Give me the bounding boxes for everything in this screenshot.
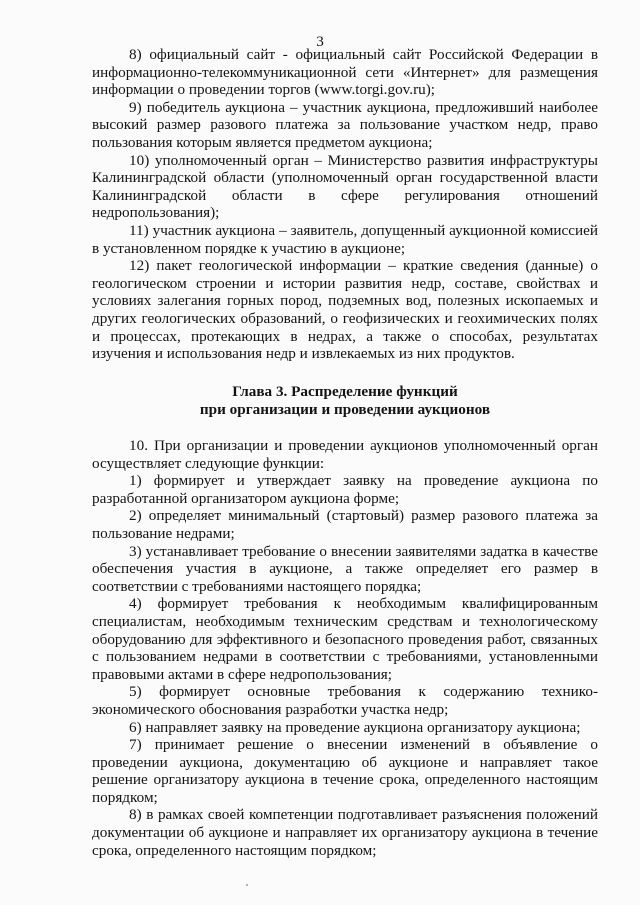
function-item: 4) формирует требования к необходимым квалифицированным специалистам, необходимым техническим средствам и технологическому оборудованию для эффективного и безопасного проведения работ, связанных с пользованием недрами в соответствии с требованиями, установленными правовыми актами в сфере недропользования; (92, 595, 598, 683)
scan-speck (246, 884, 248, 886)
chapter-title-line-2: при организации и проведении аукционов (199, 400, 491, 418)
function-item: 8) в рамках своей компетенции подготавливает разъяснения положений документации об аукционе и направляет их организатору аукциона в течение срока, определенного настоящим порядком; (92, 806, 598, 859)
function-item: 6) направляет заявку на проведение аукциона организатору аукциона; (129, 718, 581, 736)
definition-item: 11) участник аукциона – заявитель, допущенный аукционной комиссией в установленном порядке к участию в аукционе; (92, 221, 598, 257)
definitions-list (92, 46, 598, 363)
function-item: 5) формирует основные требования к содержанию технико-экономического обоснования разработки участка недр; (92, 683, 598, 718)
function-item: 1) формирует и утверждает заявку на проведение аукциона по разработанной организатором аукциона форме; (92, 472, 598, 507)
definition-item: 10) уполномоченный орган – Министерство развития инфраструктуры Калининградской области (уполномоченный орган государственной власти Калининградской области в сфере регулирования отношений недропользования); (92, 151, 598, 222)
function-item: 7) принимает решение о внесении изменений в объявление о проведении аукциона, документацию об аукционе и направляет такое решение организатору аукциона в течение срока, определенного настоящим порядком; (92, 736, 598, 806)
definition-item: 12) пакет геологической информации – краткие сведения (данные) о геологическом строении и истории развития недр, составе, свойствах и условиях залегания горных пород, подземных вод, полезных ископаемых и других геологических образований, о геофизических и геохимических полях и процессах, протекающих в недрах, а также о способах, результатах изучения и использования недр и извлекаемых из них продуктов. (92, 257, 598, 363)
function-item: 10. При организации и проведении аукционов уполномоченный орган осуществляет следующие функции: (92, 437, 598, 472)
chapter-title-line-1: Глава 3. Распределение функций (232, 383, 458, 400)
chapter-heading (92, 383, 598, 418)
page-number: 3 (316, 33, 324, 50)
function-item: 2) определяет минимальный (стартовый) размер разового платежа за пользование недрами; (92, 507, 598, 542)
function-item: 3) устанавливает требование о внесении заявителями задатка в качестве обеспечения участия в аукционе, а также определяет его размер в соответствии с требованиями настоящего порядка; (92, 542, 598, 595)
functions-list (92, 437, 598, 859)
definition-item: 8) официальный сайт - официальный сайт Российской Федерации в информационно-телекоммуникационной сети «Интернет» для размещения информации о проведении торгов (www.torgi.gov.ru); (92, 46, 598, 99)
definition-item: 9) победитель аукциона – участник аукциона, предложивший наиболее высокий размер разового платежа за пользование участком недр, право пользования которым является предметом аукциона; (92, 98, 598, 151)
